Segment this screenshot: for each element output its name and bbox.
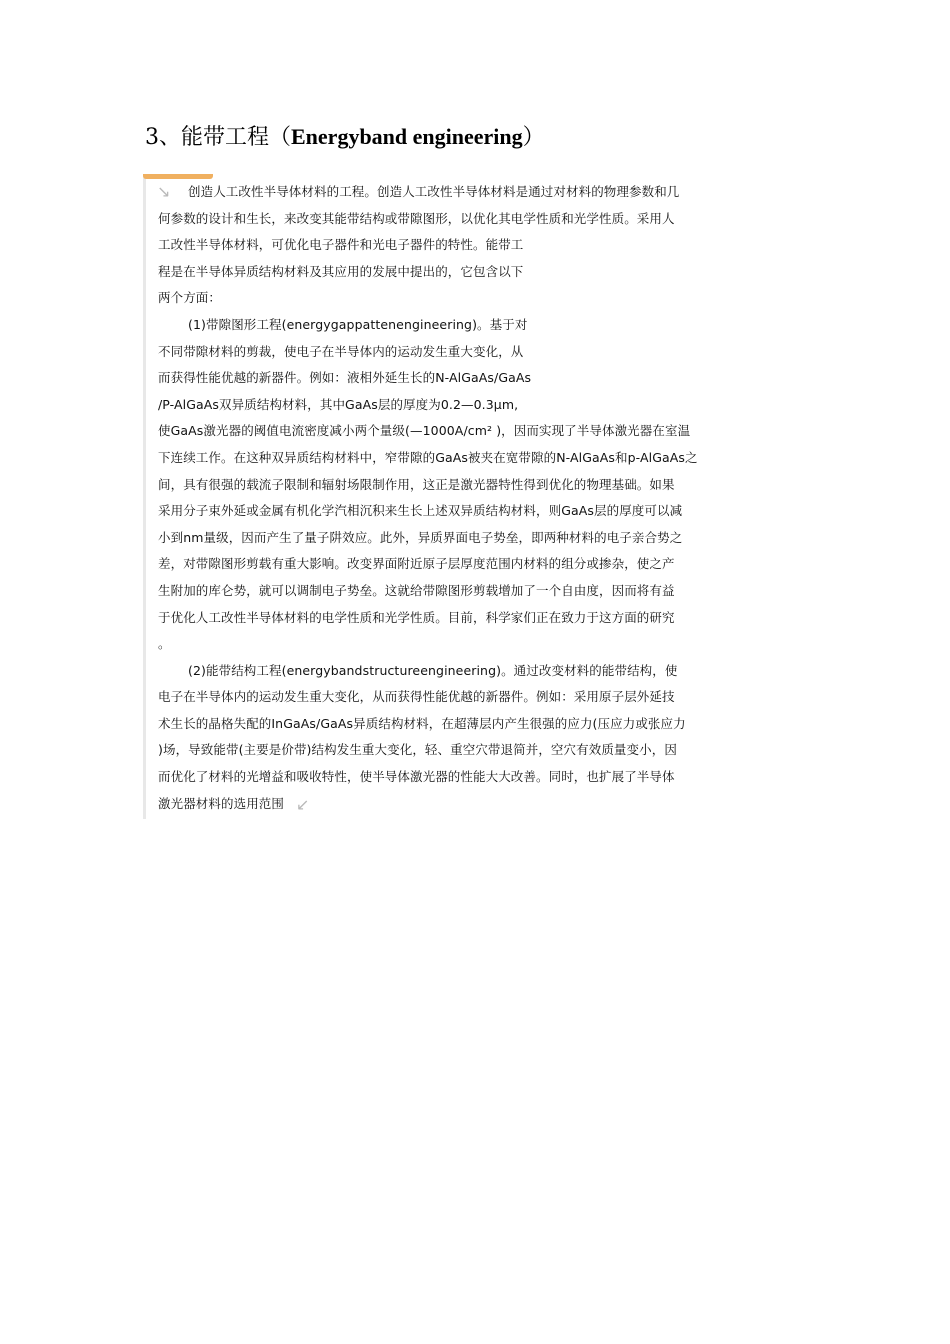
text-line: 生附加的库仑势，就可以调制电子势垒。这就给带隙图形剪载增加了一个自由度，因而将有益 (158, 582, 675, 598)
text-line: 而优化了材料的光增益和吸收特性，使半导体激光器的性能大大改善。同时，也扩展了半导体 (158, 769, 675, 785)
clip-edge (143, 174, 146, 819)
text-line: 使GaAs激光器的阈值电流密度减小两个量级(—1000A/cm² )，因而实现了半导体激光器在室温 (158, 423, 691, 439)
text-line: /P-AlGaAs双异质结构材料，其中GaAs层的厚度为0.2—0.3μm, (158, 396, 519, 412)
text-line: 术生长的晶格失配的InGaAs/GaAs异质结构材料，在超薄层内产生很强的应力(压应力或张应力 (158, 715, 686, 731)
text-line: 采用分子束外延或金属有机化学汽相沉积来生长上述双异质结构材料，则GaAs层的厚度可以减 (158, 503, 683, 519)
text-line: 不同带隙材料的剪裁，使电子在半导体内的运动发生重大变化，从 (158, 343, 524, 359)
text-line: 电子在半导体内的运动发生重大变化，从而获得性能优越的新器件。例如：采用原子层外延技 (158, 689, 675, 705)
text-line: 下连续工作。在这种双异质结构材料中，窄带隙的GaAs被夹在宽带隙的N-AlGaAs和p-AlGaAs之 (158, 449, 698, 465)
text-line: 程是在半导体异质结构材料及其应用的发展中提出的，它包含以下 (158, 263, 524, 279)
text-line: (2)能带结构工程(energybandstructureengineering)。通过改变材料的能带结构，使 (188, 662, 678, 678)
text-line: 何参数的设计和生长，来改变其能带结构或带隙图形，以优化其电学性质和光学性质。采用人 (158, 210, 675, 226)
text-line: 于优化人工改性半导体材料的电学性质和光学性质。目前，科学家们正在致力于这方面的研究 (158, 609, 675, 625)
text-line: 间，具有很强的载流子限制和辐射场限制作用，这正是激光器特性得到优化的物理基础。如果 (158, 476, 675, 492)
text-line: 激光器材料的选用范围 (158, 795, 285, 811)
text-line: 小到nm量级，因而产生了量子阱效应。此外，异质界面电子势垒，即两种材料的电子亲合势之 (158, 529, 683, 545)
paragraph-end-mark-icon: ↙ (296, 795, 310, 814)
text-line: (1)带隙图形工程(energygappattenengineering)。基于对 (188, 316, 528, 332)
text-line: 而获得性能优越的新器件。例如：液相外延生长的N-AlGaAs/GaAs (158, 370, 532, 386)
text-line: 。 (158, 636, 171, 652)
heading-number: 3、能带工程（ (145, 125, 291, 150)
pasted-content-block (143, 174, 743, 819)
paragraph-start-mark-icon: ↘ (157, 182, 171, 201)
section-heading (145, 120, 545, 154)
text-line: 差，对带隙图形剪载有重大影响。改变界面附近原子层厚度范围内材料的组分或掺杂，使之产 (158, 556, 675, 572)
text-line: 创造人工改性半导体材料的工程。创造人工改性半导体材料是通过对材料的物理参数和几 (188, 184, 680, 199)
text-line: 工改性半导体材料，可优化电子器件和光电子器件的特性。能带工 (158, 237, 524, 253)
text-line: 两个方面： (158, 290, 222, 306)
text-line: )场，导致能带(主要是价带)结构发生重大变化，轻、重空穴带退简并，空穴有效质量变小，因 (158, 742, 677, 758)
body-text (158, 179, 743, 817)
heading-close: ） (522, 125, 545, 150)
heading-english: Energyband engineering (291, 124, 523, 149)
